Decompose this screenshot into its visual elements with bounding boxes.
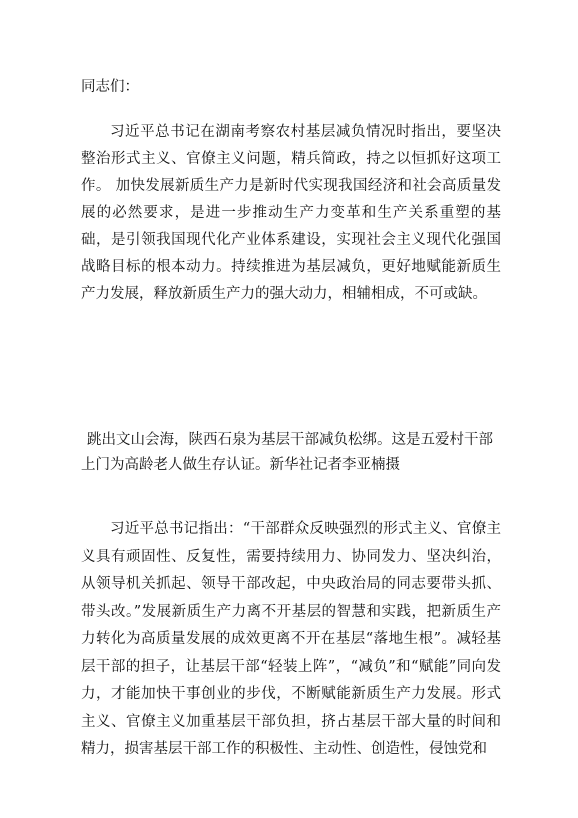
paragraph-1: 习近平总书记在湖南考察农村基层减负情况时指出，要坚决整治形式主义、官僚主义问题，精兵简政，持之以恒抓好这项工作。 加快发展新质生产力是新时代实现我国经济和社会高质量发展的必然要求，是进一步推动生产力变革和生产关系重塑的基础，是引领我国现代化产业体系建设，实现社会主义现代化强国战略目标的根本动力。持续推进为基层减负，更好地赋能新质生产力发展，释放新质生产力的强大动力，相辅相成，不可或缺。 — [81, 124, 501, 302]
salutation: 同志们： — [81, 79, 139, 95]
photo-caption: 跳出文山会海，陕西石泉为基层干部减负松绑。这是五爱村干部上门为高龄老人做生存认证。新华社记者李亚楠摄 — [81, 432, 493, 473]
paragraph-2: 习近平总书记指出：“干部群众反映强烈的形式主义、官僚主义具有顽固性、反复性，需要持续用力、协同发力、坚决纠治，从领导机关抓起、领导干部改起，中央政治局的同志要带头抓、带头改。”发展新质生产力离不开基层的智慧和实践，把新质生产力转化为高质量发展的成效更离不开在基层“落地生根”。减轻基层干部的担子，让基层干部“轻装上阵”，“减负”和“赋能”同向发力，才能加快干事创业的步伐，不断赋能新质生产力发展。形式主义、官僚主义加重基层干部负担，挤占基层干部大量的时间和精力，损害基层干部工作的积极性、主动性、创造性，侵蚀党和 — [81, 521, 501, 757]
